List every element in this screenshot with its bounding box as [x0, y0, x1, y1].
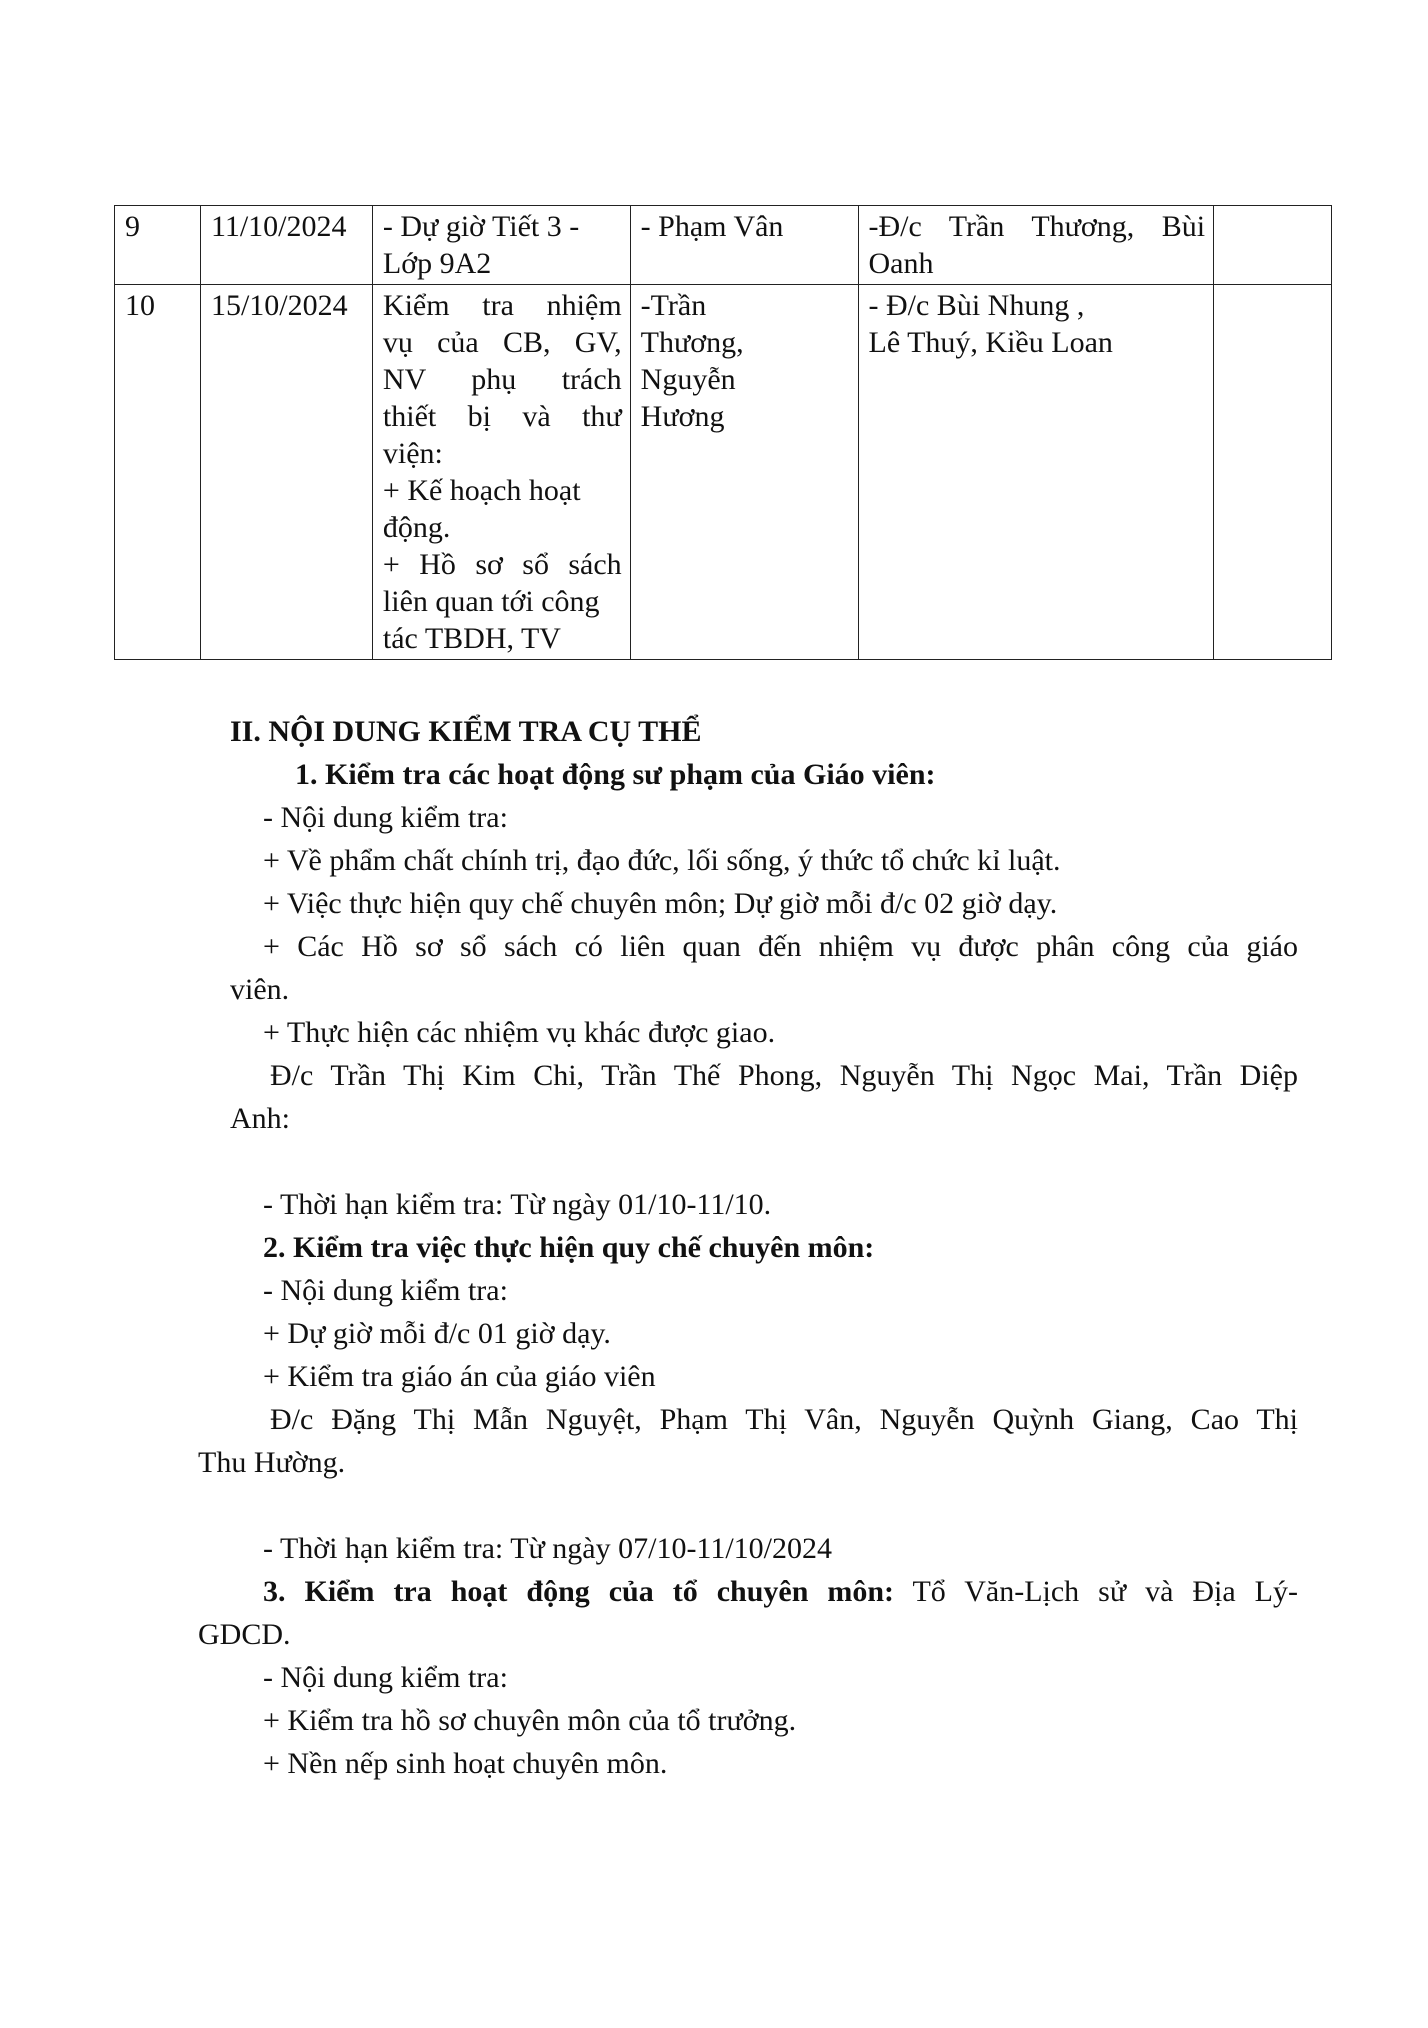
part1-people-continued: Anh:	[230, 1102, 290, 1135]
lead-line: -Trần	[640, 289, 707, 322]
lead-line: - Phạm Vân	[640, 210, 784, 243]
part1-people: Đ/c Trần Thị Kim Chi, Trần Thế Phong, Nguyễn Thị Ngọc Mai, Trần Diệp	[270, 1059, 1298, 1092]
row-number: 9	[115, 206, 201, 285]
part1-heading: 1. Kiểm tra các hoạt động sư phạm của Giáo viên:	[295, 758, 936, 791]
content-line: Lớp 9A2	[382, 247, 492, 280]
content-line: động.	[382, 511, 451, 544]
lead-line: Hương	[640, 400, 725, 433]
inspection-content	[372, 285, 630, 660]
part2-heading: 2. Kiểm tra việc thực hiện quy chế chuyên môn:	[263, 1231, 875, 1264]
part3-heading: 3. Kiểm tra hoạt động của tổ chuyên môn:	[263, 1575, 895, 1608]
content-line: thiết bị và thư	[382, 400, 622, 433]
part1-item: + Các Hồ sơ sổ sách có liên quan đến nhiệm vụ được phân công của giáo	[263, 930, 1298, 963]
content-line: Kiểm tra nhiệm	[382, 289, 622, 322]
content-line: - Dự giờ Tiết 3 -	[382, 210, 580, 243]
part1-item: + Về phẩm chất chính trị, đạo đức, lối sống, ý thức tổ chức kỉ luật.	[263, 844, 1061, 877]
part1-deadline: - Thời hạn kiểm tra: Từ ngày 01/10-11/10.	[263, 1188, 772, 1221]
table-row	[115, 206, 1332, 285]
table-row	[115, 285, 1332, 660]
lead-line: Nguyễn	[640, 363, 736, 396]
part2-intro: - Nội dung kiểm tra:	[263, 1274, 508, 1307]
inspection-date: 11/10/2024	[200, 206, 372, 285]
member-line: - Đ/c Bùi Nhung ,	[868, 289, 1085, 322]
part2-people-continued: Thu Hường.	[198, 1446, 346, 1479]
part1-item: + Thực hiện các nhiệm vụ khác được giao.	[263, 1016, 776, 1049]
part3-heading-tail: Tổ Văn-Lịch sử và Địa Lý-	[894, 1575, 1298, 1608]
content-line: + Hồ sơ sổ sách	[382, 548, 622, 581]
inspection-lead	[630, 285, 858, 660]
part2-deadline: - Thời hạn kiểm tra: Từ ngày 07/10-11/10/2024	[263, 1532, 832, 1565]
part1-item: + Việc thực hiện quy chế chuyên môn; Dự giờ mỗi đ/c 02 giờ dạy.	[263, 887, 1058, 920]
part3-heading-continued: GDCD.	[198, 1618, 291, 1651]
content-line: vụ của CB, GV,	[382, 326, 622, 359]
part2-people: Đ/c Đặng Thị Mẫn Nguyệt, Phạm Thị Vân, Nguyễn Quỳnh Giang, Cao Thị	[270, 1403, 1298, 1436]
content-line: tác TBDH, TV	[382, 622, 561, 655]
member-line: Lê Thuý, Kiều Loan	[868, 326, 1113, 359]
inspection-members	[858, 206, 1214, 285]
part2-item: + Kiểm tra giáo án của giáo viên	[263, 1360, 656, 1393]
member-line: Oanh	[868, 247, 934, 280]
inspection-date: 15/10/2024	[200, 285, 372, 660]
inspection-schedule-table	[114, 205, 1332, 660]
part3-item: + Kiểm tra hồ sơ chuyên môn của tổ trưởng.	[263, 1704, 797, 1737]
section-title: II. NỘI DUNG KIỂM TRA CỤ THỂ	[230, 715, 702, 748]
part3-item: + Nền nếp sinh hoạt chuyên môn.	[263, 1747, 668, 1780]
content-line: + Kế hoạch hoạt	[382, 474, 581, 507]
inspection-content	[372, 206, 630, 285]
inspection-lead	[630, 206, 858, 285]
row-number: 10	[115, 285, 201, 660]
inspection-note	[1214, 285, 1332, 660]
part3-intro: - Nội dung kiểm tra:	[263, 1661, 508, 1694]
content-line: viện:	[382, 437, 443, 470]
content-line: liên quan tới công	[382, 585, 600, 618]
part1-intro: - Nội dung kiểm tra:	[263, 801, 508, 834]
content-line: NV phụ trách	[382, 363, 622, 396]
inspection-note	[1214, 206, 1332, 285]
part1-item-continued: viên.	[230, 973, 290, 1006]
part3-heading-row	[263, 1575, 1298, 1609]
lead-line: Thương,	[640, 326, 744, 359]
part2-item: + Dự giờ mỗi đ/c 01 giờ dạy.	[263, 1317, 611, 1350]
inspection-members	[858, 285, 1214, 660]
member-line: -Đ/c Trần Thương, Bùi	[868, 210, 1206, 243]
